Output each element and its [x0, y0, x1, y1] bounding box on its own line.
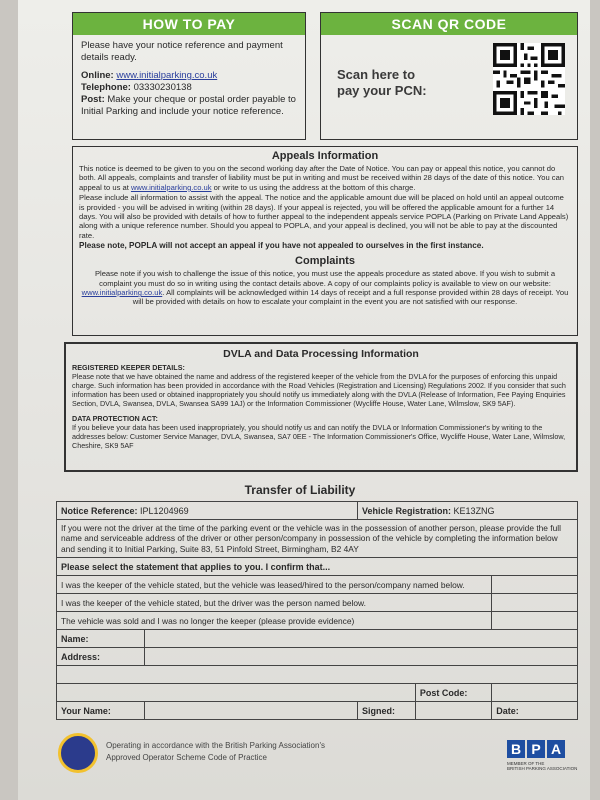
complaints-paragraph: [79, 269, 571, 307]
footer-text: [106, 740, 325, 764]
appeals-paragraph-1: [79, 164, 571, 192]
appeals-p1-text-end: or write to us using the address at the bottom of this charge.: [211, 182, 416, 192]
name-field[interactable]: [145, 630, 578, 648]
bpa-letter-a: A: [547, 740, 565, 758]
registered-keeper-title: REGISTERED KEEPER DETAILS:: [72, 363, 185, 372]
pay-intro: Please have your notice reference and payment details ready.: [81, 40, 283, 63]
signed-field[interactable]: [415, 702, 491, 720]
appeals-link[interactable]: www.initialparking.co.uk: [130, 182, 212, 192]
complaints-text: Please note if you wish to challenge the issue of this notice, you must use the appeals procedure as stated above. If you wish to submit a complaint you must do so in writing using the contact details above. A copy of our complaints policy is available to view on our website:: [94, 269, 556, 288]
post-label: Post:: [81, 94, 105, 105]
vehicle-reg-value: KE13ZNG: [453, 505, 495, 516]
appeals-p1-text: This notice is deemed to be given to you on the second working day after the Date of Notice. You can pay or appeal this notice, you cannot do both. All appeals, complaints and transfer of liability must be put in writing and must be received within 28 days of the date of this notice. You can appeal to us at: [79, 164, 565, 192]
notice-ref-label: Notice Reference:: [61, 505, 138, 516]
vehicle-reg-label: Vehicle Registration:: [362, 505, 452, 516]
dvla-title: DVLA and Data Processing Information: [223, 348, 419, 360]
scan-text-line1: Scan here to: [337, 67, 416, 82]
online-link[interactable]: www.initialparking.co.uk: [116, 70, 218, 81]
your-name-field[interactable]: [145, 702, 358, 720]
date-label: Date:: [496, 705, 519, 716]
address-field[interactable]: [145, 648, 578, 666]
bpa-letter-b: B: [507, 740, 525, 758]
data-protection-title: DATA PROTECTION ACT:: [72, 414, 158, 423]
post-value: Make your cheque or postal order payable to Initial Parking and include your notice reference.: [81, 94, 296, 117]
scan-qr-box: [320, 12, 578, 140]
appeals-box: [72, 146, 578, 336]
scan-qr-title: SCAN QR CODE: [321, 13, 577, 35]
bpa-sub-line2: BRITISH PARKING ASSOCIATION: [507, 766, 578, 771]
scan-text-line2: pay your PCN:: [337, 83, 427, 98]
bpa-logo-icon: [507, 740, 565, 758]
option-driver-checkbox[interactable]: [492, 594, 578, 612]
bpa-subtitle: [507, 761, 587, 771]
transfer-form: [56, 501, 578, 720]
scan-text: [337, 67, 427, 99]
complaints-text-end: . All complaints will be acknowledged within 14 days of receipt and a full response provided within 28 days of receipt. You will be provided with details on how to escalate your complaint in the event you are not satisfied with our response.: [132, 288, 569, 307]
option-sold: The vehicle was sold and I was no longer the keeper (please provide evidence): [57, 612, 492, 630]
registered-keeper-text: Please note that we have obtained the name and address of the registered keeper of the vehicle from the DVLA for the purposes of enforcing this unpaid charge. Such information has been provided in accordance with the Road Vehicles (Registration and Licensing) Regulations 2002. If you consider that such information has been used or obtained inappropriately you should notify us immediately along with the DVLA (Release of Information, Fee Paying Enquiries Section, DVLA, Swansea, DVLA, Swansea SA99 1AJ) or the Information Commissioner (Wycliffe House, Water Lane, Wilmslow, SK9 5AF).: [72, 372, 566, 408]
complaints-title: Complaints: [295, 255, 355, 268]
bpa-letter-p: P: [527, 740, 545, 758]
transfer-title: Transfer of Liability: [244, 483, 356, 497]
online-label: Online:: [81, 70, 114, 81]
appeals-paragraph-2: Please include all information to assist with the appeal. The notice and the applicable amount due will be placed on hold until an appeal outcome is provided - you will be advised in writing (within 28 days). If your appeal is rejected, you will be offered the applicable amount for a further 14 days. You will also be provided with details of how to further appeal to the independent appeals service POPLA (Parking on Private Land Appeals) along with a unique reference number. Should you appeal to POPLA, and your appeal is declined, you will not be able to pay at the discounted rate.: [79, 193, 569, 240]
how-to-pay-box: [72, 12, 306, 140]
address-field-line3[interactable]: [57, 684, 416, 702]
address-field-line2[interactable]: [57, 666, 578, 684]
qr-code-icon[interactable]: [493, 43, 565, 115]
footer-text-line1: Operating in accordance with the British Parking Association's: [106, 741, 325, 750]
complaints-link[interactable]: www.initialparking.co.uk: [81, 288, 163, 298]
notice-ref-value: IPL1204969: [140, 505, 189, 516]
transfer-instructions: If you were not the driver at the time of the parking event or the vehicle was in the possession of another person, please provide the full name and serviceable address of the driver or other person/company in possession of the vehicle by completing the information below and sending it to Initial Parking, Suite 83, 51 Pinfold Street, Birmingham, B2 4AY: [57, 520, 578, 558]
approved-operator-logo-icon: [58, 733, 98, 773]
telephone-value: 03330230138: [133, 82, 192, 93]
post-code-label: Post Code:: [415, 684, 491, 702]
option-leased-checkbox[interactable]: [492, 576, 578, 594]
option-sold-checkbox[interactable]: [492, 612, 578, 630]
dvla-box: [64, 342, 578, 472]
select-statement-heading: Please select the statement that applies to you. I confirm that...: [57, 558, 578, 576]
option-driver: I was the keeper of the vehicle stated, but the driver was the person named below.: [57, 594, 492, 612]
telephone-label: Telephone:: [81, 82, 131, 93]
appeals-popla-note: Please note, POPLA will not accept an appeal if you have not appealed to ourselves in the first instance.: [79, 241, 484, 251]
name-label: Name:: [57, 630, 145, 648]
bpa-sub-line1: MEMBER OF THE: [507, 761, 545, 766]
how-to-pay-title: HOW TO PAY: [73, 13, 305, 35]
signed-label: Signed:: [358, 702, 416, 720]
your-name-label: Your Name:: [57, 702, 145, 720]
data-protection-text: If you believe your data has been used inappropriately, you should notify us and can notify the DVLA or Information Commissioner's by writing to the addresses below: Customer Service Manager, DVLA, Swansea, SA7 0EE - The Information Commissioner's Office, Wycliffe House, Water Lane, Wilmslow, Cheshire, SK9 5AF: [72, 423, 566, 450]
address-label: Address:: [57, 648, 145, 666]
option-leased: I was the keeper of the vehicle stated, but the vehicle was leased/hired to the person/company named below.: [57, 576, 492, 594]
appeals-title: Appeals Information: [271, 150, 379, 162]
footer-text-line2: Approved Operator Scheme Code of Practice: [106, 753, 267, 762]
date-cell[interactable]: [492, 702, 578, 720]
post-code-field[interactable]: [492, 684, 578, 702]
